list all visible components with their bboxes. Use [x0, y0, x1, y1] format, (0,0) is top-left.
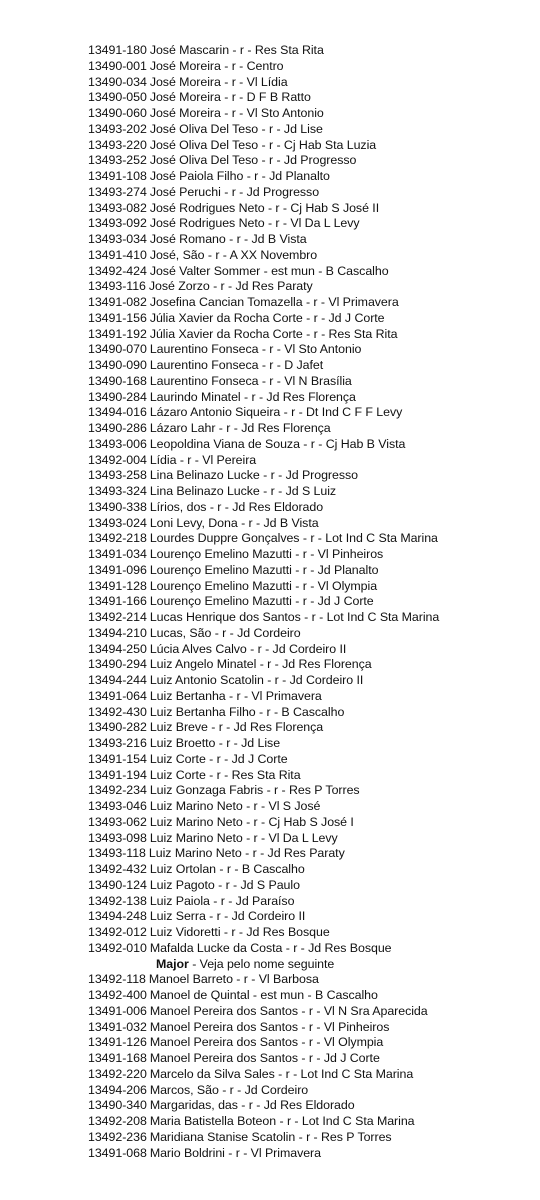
- street-entry: [88, 201, 536, 217]
- street-entry: [88, 185, 536, 201]
- street-name: José Romano - r - Jd B Vista: [149, 232, 307, 246]
- postal-code: 13492-012: [88, 925, 147, 939]
- street-name: José Moreira - r - D F B Ratto: [149, 90, 311, 105]
- street-name: Luiz Broetto - r - Jd Lise: [149, 736, 281, 750]
- street-entry: [88, 342, 536, 358]
- street-entry: [88, 831, 536, 847]
- postal-code: 13490-284: [88, 389, 147, 404]
- street-name: Luiz Ortolan - r - B Cascalho: [149, 862, 305, 876]
- postal-code: 13493-062: [88, 814, 147, 829]
- street-entry: [88, 1114, 536, 1130]
- street-entry: [88, 264, 536, 280]
- postal-code: 13490-124: [88, 877, 147, 892]
- street-index-list: [88, 43, 536, 1161]
- postal-code: 13493-118: [88, 846, 146, 861]
- street-name: José Peruchi - r - Jd Progresso: [149, 184, 320, 199]
- postal-code: 13491-068: [88, 1145, 147, 1160]
- street-entry: [88, 500, 536, 516]
- street-entry: [88, 484, 536, 500]
- street-entry: [88, 673, 536, 689]
- street-entry: [88, 988, 536, 1004]
- street-entry: [88, 1146, 536, 1162]
- street-entry: [88, 516, 536, 532]
- street-name: Maridiana Stanise Scatolin - r - Res P Torres: [149, 1129, 392, 1144]
- street-entry: [88, 736, 536, 752]
- street-name: Leopoldina Viana de Souza - r - Cj Hab B Vista: [149, 436, 406, 451]
- street-name: José Zorzo - r - Jd Res Paraty: [148, 279, 313, 294]
- postal-code: 13492-208: [88, 1114, 147, 1128]
- street-entry: [88, 768, 536, 784]
- street-entry: [88, 43, 536, 59]
- street-name: Lourenço Emelino Mazutti - r - Vl Olympia: [149, 578, 378, 593]
- postal-code: 13493-216: [88, 736, 147, 750]
- street-name: José Paiola Filho - r - Jd Planalto: [149, 169, 330, 183]
- street-name: José Oliva Del Teso - r - Jd Lise: [149, 121, 323, 136]
- street-entry: [88, 846, 536, 862]
- street-name: Lucas Henrique dos Santos - r - Lot Ind C Sta Marina: [149, 610, 440, 624]
- street-name: Marcelo da Silva Sales - r - Lot Ind C Sta Marina: [149, 1066, 414, 1081]
- street-entry: [88, 1130, 536, 1146]
- street-entry: [88, 1035, 536, 1051]
- street-name: Manoel Pereira dos Santos - r - Jd J Corte: [149, 1051, 380, 1065]
- postal-code: 13492-236: [88, 1129, 147, 1144]
- street-entry: [88, 153, 536, 169]
- street-name: Manoel Barreto - r - Vl Barbosa: [148, 972, 319, 987]
- street-name: Luiz Bertanha Filho - r - B Cascalho: [149, 704, 345, 719]
- street-entry: [88, 169, 536, 185]
- street-name: Luiz Gonzaga Fabris - r - Res P Torres: [149, 783, 360, 798]
- street-entry: [88, 941, 536, 957]
- street-name: Luiz Breve - r - Jd Res Florença: [149, 720, 324, 735]
- street-entry: [88, 327, 536, 343]
- street-name: Lázaro Lahr - r - Jd Res Florença: [149, 421, 331, 435]
- street-entry: [88, 248, 536, 264]
- street-name: Laurentino Fonseca - r - Vl Sto Antonio: [149, 342, 362, 357]
- street-name: Lúcia Alves Calvo - r - Jd Cordeiro II: [149, 641, 347, 656]
- postal-code: 13492-424: [88, 263, 147, 278]
- postal-code: 13490-070: [88, 342, 147, 357]
- postal-code: 13493-258: [88, 468, 147, 483]
- street-name: Luiz Marino Neto - r - Cj Hab S José I: [149, 814, 354, 829]
- street-entry: [88, 878, 536, 894]
- postal-code: 13492-432: [88, 862, 147, 876]
- street-entry: [88, 106, 536, 122]
- street-name: Laurentino Fonseca - r - Vl N Brasília: [149, 373, 352, 388]
- street-entry: [88, 374, 536, 390]
- street-entry: [88, 894, 536, 910]
- street-name: Júlia Xavier da Rocha Corte - r - Res Sta Rita: [149, 326, 398, 341]
- street-entry: [88, 1083, 536, 1099]
- postal-code: 13491-156: [88, 310, 147, 325]
- street-name: Lourdes Duppre Gonçalves - r - Lot Ind C Sta Marina: [149, 531, 438, 546]
- street-entry: [88, 610, 536, 626]
- postal-code: 13494-248: [88, 909, 147, 924]
- street-entry: [88, 405, 536, 421]
- street-name: José Moreira - r - Centro: [149, 58, 284, 73]
- postal-code: 13490-050: [88, 90, 147, 105]
- street-entry: [88, 579, 536, 595]
- street-entry: [88, 358, 536, 374]
- postal-code: 13493-252: [88, 153, 147, 168]
- postal-code: 13493-324: [88, 484, 147, 498]
- postal-code: 13492-430: [88, 704, 147, 719]
- note-text: - Veja pelo nome seguinte: [188, 956, 335, 971]
- postal-code: 13494-206: [88, 1082, 147, 1097]
- street-entry: [88, 138, 536, 154]
- street-entry: [88, 799, 536, 815]
- street-name: Josefina Cancian Tomazella - r - Vl Primavera: [149, 295, 399, 309]
- postal-code: 13490-340: [88, 1098, 147, 1113]
- street-entry: [88, 90, 536, 106]
- street-name: Luiz Marino Neto - r - Vl S José: [149, 799, 321, 813]
- street-name: Manoel Pereira dos Santos - r - Vl N Sra Aparecida: [149, 1003, 428, 1018]
- postal-code: 13493-046: [88, 799, 147, 813]
- postal-code: 13491-154: [88, 751, 147, 766]
- street-name: Luiz Bertanha - r - Vl Primavera: [149, 688, 322, 703]
- postal-code: 13491-168: [88, 1051, 147, 1065]
- street-name: Luiz Corte - r - Res Sta Rita: [149, 767, 301, 782]
- street-name: José Oliva Del Teso - r - Jd Progresso: [149, 153, 357, 168]
- street-name: José Rodrigues Neto - r - Vl Da L Levy: [149, 216, 360, 231]
- street-name: José Oliva Del Teso - r - Cj Hab Sta Luzia: [149, 137, 377, 152]
- postal-code: 13490-001: [88, 58, 147, 73]
- street-name: Luiz Marino Neto - r - Jd Res Paraty: [148, 846, 345, 861]
- street-name: Mario Boldrini - r - Vl Primavera: [149, 1145, 321, 1160]
- street-entry: [88, 925, 536, 941]
- street-entry: [88, 1067, 536, 1083]
- street-name: Luiz Pagoto - r - Jd S Paulo: [149, 877, 300, 892]
- street-entry: [88, 594, 536, 610]
- postal-code: 13490-060: [88, 106, 147, 120]
- street-name: Luiz Angelo Minatel - r - Jd Res Florença: [149, 657, 372, 672]
- street-entry: [88, 1020, 536, 1036]
- postal-code: 13490-282: [88, 720, 147, 735]
- street-entry: [88, 705, 536, 721]
- street-name: Margaridas, das - r - Jd Res Eldorado: [149, 1098, 355, 1113]
- street-entry: [88, 972, 536, 988]
- street-name: Luiz Paiola - r - Jd Paraíso: [149, 893, 295, 908]
- street-entry: [88, 75, 536, 91]
- street-name: José Valter Sommer - est mun - B Cascalho: [149, 263, 389, 278]
- street-name: Luiz Antonio Scatolin - r - Jd Cordeiro II: [149, 673, 364, 687]
- postal-code: 13490-294: [88, 657, 147, 672]
- postal-code: 13491-032: [88, 1019, 147, 1034]
- postal-code: 13491-082: [88, 295, 147, 309]
- street-name: Júlia Xavier da Rocha Corte - r - Jd J Corte: [149, 310, 385, 325]
- postal-code: 13491-180: [88, 43, 147, 57]
- postal-code: 13492-214: [88, 610, 147, 624]
- street-name: Laurindo Minatel - r - Jd Res Florença: [149, 389, 356, 404]
- street-entry: [88, 468, 536, 484]
- postal-code: 13490-034: [88, 74, 147, 89]
- street-name: Luiz Marino Neto - r - Vl Da L Levy: [149, 830, 338, 845]
- street-entry: [88, 295, 536, 311]
- street-name: Lourenço Emelino Mazutti - r - Jd J Corte: [149, 594, 374, 609]
- street-name: Lourenço Emelino Mazutti - r - Jd Planalto: [149, 562, 379, 577]
- postal-code: 13491-194: [88, 767, 147, 782]
- postal-code: 13493-006: [88, 436, 147, 451]
- street-entry: [88, 122, 536, 138]
- street-name: Mafalda Lucke da Costa - r - Jd Res Bosque: [149, 940, 392, 955]
- postal-code: 13493-116: [88, 279, 146, 294]
- street-entry: [88, 815, 536, 831]
- street-name: Lázaro Antonio Siqueira - r - Dt Ind C F F Levy: [149, 405, 403, 420]
- cross-reference-note: [88, 957, 536, 973]
- street-name: José Rodrigues Neto - r - Cj Hab S José II: [149, 200, 380, 215]
- postal-code: 13494-250: [88, 641, 147, 656]
- postal-code: 13493-082: [88, 200, 147, 215]
- postal-code: 13491-128: [88, 578, 147, 593]
- postal-code: 13493-034: [88, 232, 147, 246]
- postal-code: 13492-400: [88, 988, 147, 1002]
- street-entry: [88, 216, 536, 232]
- postal-code: 13491-064: [88, 688, 147, 703]
- street-entry: [88, 453, 536, 469]
- street-entry: [88, 752, 536, 768]
- street-entry: [88, 563, 536, 579]
- street-name: Loni Levy, Dona - r - Jd B Vista: [149, 515, 319, 530]
- street-entry: [88, 531, 536, 547]
- postal-code: 13493-202: [88, 121, 147, 136]
- street-name: Lourenço Emelino Mazutti - r - Vl Pinheiros: [149, 547, 384, 561]
- note-keyword: Major: [156, 956, 189, 971]
- street-entry: [88, 657, 536, 673]
- street-name: Marcos, São - r - Jd Cordeiro: [149, 1082, 309, 1097]
- street-entry: [88, 59, 536, 75]
- postal-code: 13492-118: [88, 972, 146, 987]
- postal-code: 13492-234: [88, 783, 147, 798]
- postal-code: 13491-034: [88, 547, 147, 561]
- postal-code: 13493-024: [88, 515, 147, 530]
- postal-code: 13493-220: [88, 137, 147, 152]
- street-name: José Mascarin - r - Res Sta Rita: [149, 43, 324, 57]
- street-entry: [88, 783, 536, 799]
- street-name: José, São - r - A XX Novembro: [149, 247, 318, 262]
- street-name: José Moreira - r - Vl Sto Antonio: [149, 106, 324, 120]
- street-entry: [88, 279, 536, 295]
- postal-code: 13494-016: [88, 405, 147, 420]
- street-name: Luiz Serra - r - Jd Cordeiro II: [149, 909, 306, 924]
- street-entry: [88, 689, 536, 705]
- street-entry: [88, 720, 536, 736]
- postal-code: 13490-168: [88, 373, 147, 388]
- street-entry: [88, 1098, 536, 1114]
- postal-code: 13490-286: [88, 421, 147, 435]
- postal-code: 13492-010: [88, 940, 147, 955]
- street-entry: [88, 1051, 536, 1067]
- street-name: Maria Batistella Boteon - r - Lot Ind C Sta Marina: [149, 1114, 415, 1128]
- street-entry: [88, 547, 536, 563]
- postal-code: 13494-210: [88, 625, 147, 640]
- street-name: Manoel de Quintal - est mun - B Cascalho: [149, 988, 378, 1002]
- street-entry: [88, 626, 536, 642]
- street-name: Lina Belinazo Lucke - r - Jd S Luiz: [149, 484, 337, 498]
- postal-code: 13491-410: [88, 247, 147, 262]
- street-entry: [88, 311, 536, 327]
- postal-code: 13491-108: [88, 169, 147, 183]
- street-name: Luiz Corte - r - Jd J Corte: [149, 751, 288, 766]
- street-name: Lucas, São - r - Jd Cordeiro: [149, 625, 301, 640]
- street-entry: [88, 1004, 536, 1020]
- street-name: Laurentino Fonseca - r - D Jafet: [149, 358, 324, 372]
- postal-code: 13493-274: [88, 184, 147, 199]
- street-entry: [88, 390, 536, 406]
- postal-code: 13493-092: [88, 216, 147, 231]
- street-name: Lídia - r - Vl Pereira: [149, 452, 257, 467]
- postal-code: 13491-096: [88, 562, 147, 577]
- street-name: Luiz Vidoretti - r - Jd Res Bosque: [149, 925, 330, 939]
- postal-code: 13492-220: [88, 1066, 147, 1081]
- street-entry: [88, 642, 536, 658]
- street-entry: [88, 421, 536, 437]
- postal-code: 13490-090: [88, 358, 147, 372]
- street-entry: [88, 909, 536, 925]
- postal-code: 13494-244: [88, 673, 147, 687]
- postal-code: 13491-126: [88, 1035, 147, 1050]
- postal-code: 13493-098: [88, 830, 147, 845]
- postal-code: 13492-004: [88, 452, 147, 467]
- postal-code: 13491-166: [88, 594, 147, 609]
- postal-code: 13491-192: [88, 326, 147, 341]
- street-entry: [88, 862, 536, 878]
- postal-code: 13492-138: [88, 893, 147, 908]
- street-name: Manoel Pereira dos Santos - r - Vl Pinheiros: [149, 1019, 390, 1034]
- street-name: Lírios, dos - r - Jd Res Eldorado: [149, 499, 324, 514]
- street-entry: [88, 232, 536, 248]
- postal-code: 13491-006: [88, 1003, 147, 1018]
- postal-code: 13492-218: [88, 531, 147, 546]
- street-name: Manoel Pereira dos Santos - r - Vl Olympia: [149, 1035, 384, 1050]
- street-name: Lina Belinazo Lucke - r - Jd Progresso: [149, 468, 358, 483]
- street-name: José Moreira - r - Vl Lídia: [149, 74, 288, 89]
- postal-code: 13490-338: [88, 499, 147, 514]
- street-entry: [88, 437, 536, 453]
